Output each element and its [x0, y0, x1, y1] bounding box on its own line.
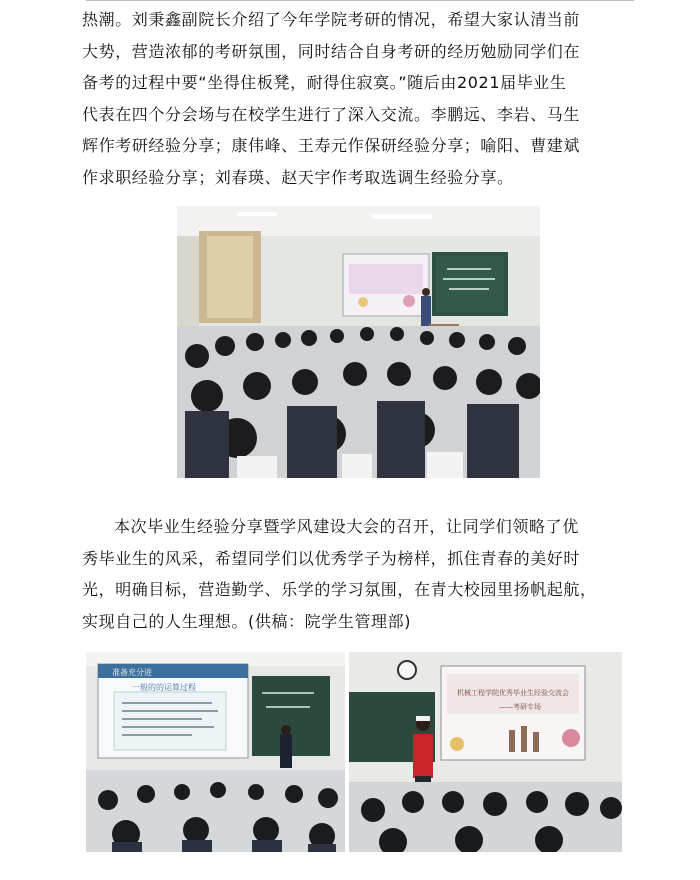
- paragraph-1-line: 热潮。刘秉鑫副院长介绍了今年学院考研的情况，希望大家认清当前: [82, 10, 581, 29]
- classroom-photo-right: [349, 652, 622, 852]
- right-slide-title: 机械工程学院优秀毕业生经验交流会: [457, 689, 569, 697]
- paragraph-2-line: 实现自己的人生理想。(供稿：院学生管理部): [82, 611, 412, 631]
- paragraph-1-line: 备考的过程中要“坐得住板凳，耐得住寂寞。”随后由2021届毕业生: [82, 73, 567, 92]
- paragraph-1-line: 作求职经验分享；刘春瑛、赵天宇作考取选调生经验分享。: [82, 167, 514, 187]
- classroom-photo-right-graphic: [349, 652, 622, 852]
- right-slide-subtitle: ——考研专场: [499, 703, 541, 711]
- paragraph-2-line: 光，明确目标，营造勤学、乐学的学习氛围，在青大校园里扬帆起航，: [82, 580, 597, 599]
- lecture-hall-photo: [177, 206, 540, 478]
- paragraph-1-line: 辉作考研经验分享；康伟峰、王寿元作保研经验分享；喻阳、曹建斌: [82, 136, 581, 155]
- paragraph-2-line: 秀毕业生的风采，希望同学们以优秀学子为榜样，抓住青春的美好时: [82, 548, 581, 568]
- paragraph-2: [82, 511, 642, 637]
- left-slide-subtitle: 一般的的运算过程: [132, 683, 196, 692]
- lecture-hall-photo-graphic: [177, 206, 540, 478]
- classroom-photo-left-graphic: [86, 652, 345, 852]
- left-slide-header: 准备充分进: [112, 668, 152, 677]
- top-rule: [86, 0, 634, 1]
- paragraph-1-line: 大势，营造浓郁的考研氛围，同时结合自身考研的经历勉励同学们在: [82, 41, 581, 61]
- paragraph-2-line: 本次毕业生经验分享暨学风建设大会的召开，让同学们领略了优: [114, 517, 579, 536]
- paragraph-1-line: 代表在四个分会场与在校学生进行了深入交流。李鹏远、李岩、马生: [82, 104, 581, 124]
- classroom-photo-left: [86, 652, 345, 852]
- paragraph-1: [82, 4, 642, 193]
